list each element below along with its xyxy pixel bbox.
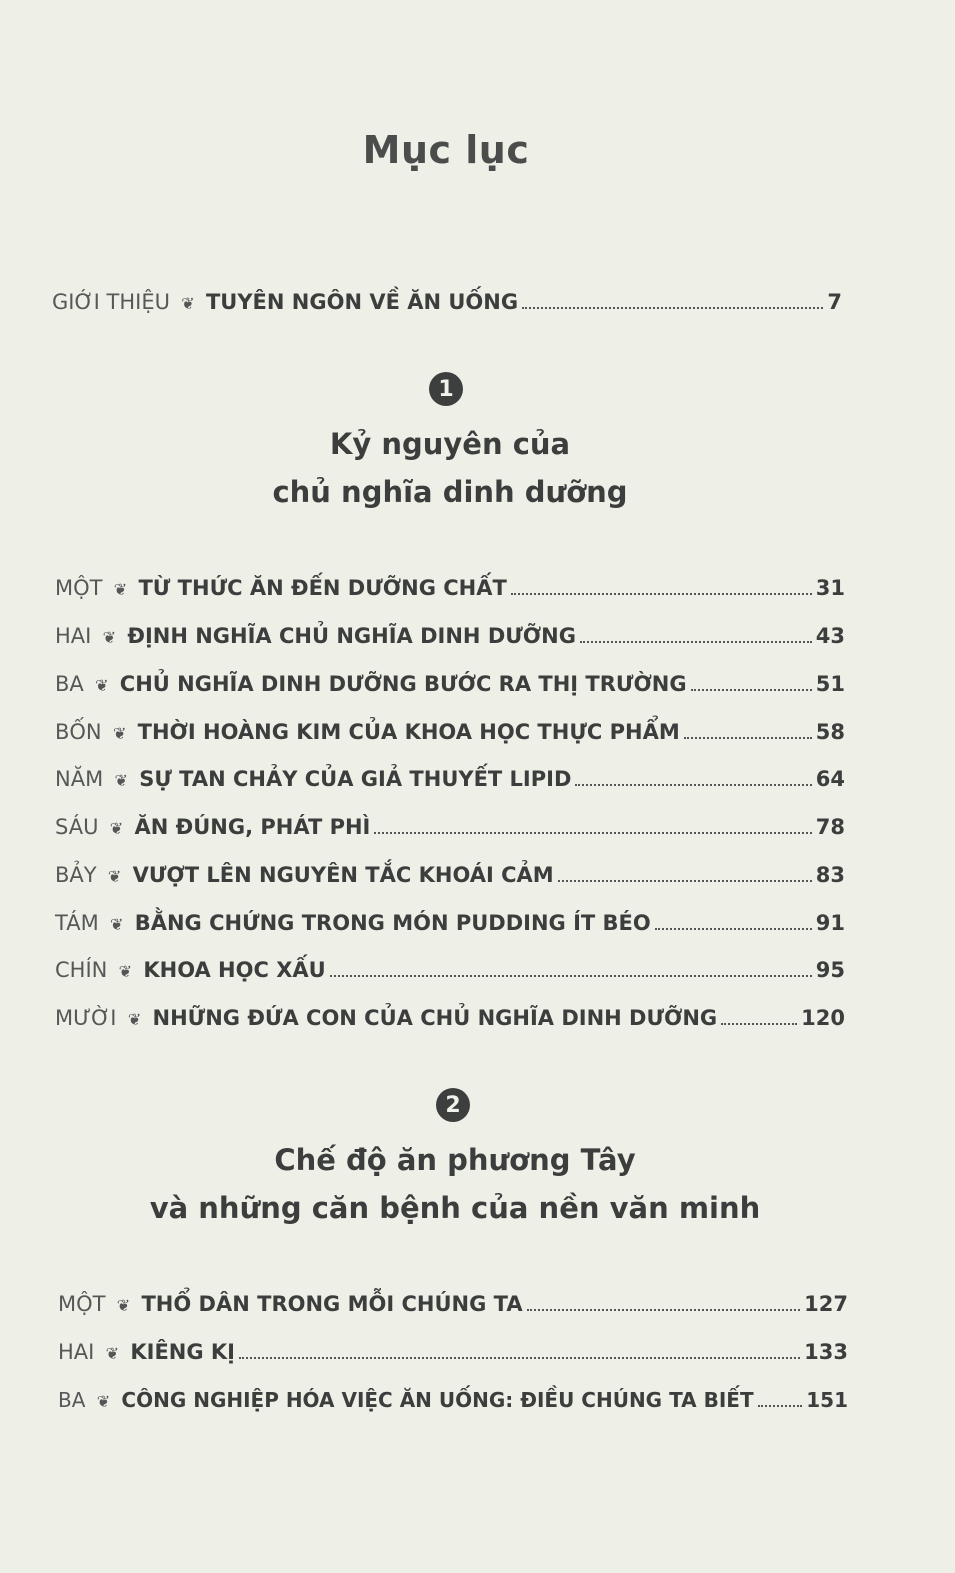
chapter-title: BẰNG CHỨNG TRONG MÓN PUDDING ÍT BÉO bbox=[134, 911, 651, 935]
leaf-icon: ❦ bbox=[112, 724, 127, 743]
leaf-icon: ❦ bbox=[102, 628, 117, 647]
toc-entry[interactable] bbox=[55, 911, 845, 935]
chapter-label: BA bbox=[58, 1388, 86, 1412]
leader-dots bbox=[580, 641, 812, 643]
part-title bbox=[0, 420, 900, 516]
part-title-line: Kỷ nguyên của bbox=[329, 427, 571, 461]
chapter-title: SỰ TAN CHẢY CỦA GIẢ THUYẾT LIPID bbox=[139, 767, 572, 791]
part-title bbox=[5, 1136, 905, 1232]
page-number: 95 bbox=[815, 958, 845, 982]
leaf-icon: ❦ bbox=[96, 1392, 111, 1411]
page-number: 151 bbox=[806, 1388, 848, 1412]
chapter-label: BỐN bbox=[55, 720, 102, 744]
part-number-badge: 1 bbox=[429, 372, 463, 406]
part-title-line: chủ nghĩa dinh dưỡng bbox=[272, 475, 628, 509]
chapter-title: ĂN ĐÚNG, PHÁT PHÌ bbox=[134, 815, 371, 839]
toc-entry[interactable] bbox=[55, 1006, 845, 1030]
leader-dots bbox=[721, 1023, 797, 1025]
page-number: 31 bbox=[815, 576, 845, 600]
page-number: 58 bbox=[815, 720, 845, 744]
toc-entry-intro[interactable] bbox=[52, 290, 842, 314]
leader-dots bbox=[655, 928, 812, 930]
leaf-icon: ❦ bbox=[114, 771, 128, 790]
leaf-icon: ❦ bbox=[127, 1010, 142, 1029]
chapter-title: THỔ DÂN TRONG MỖI CHÚNG TA bbox=[141, 1292, 523, 1316]
chapter-label: HAI bbox=[58, 1340, 95, 1364]
leader-dots bbox=[522, 307, 823, 309]
chapter-label: BẢY bbox=[55, 863, 97, 887]
page-number: 43 bbox=[815, 624, 845, 648]
leaf-icon: ❦ bbox=[109, 819, 124, 838]
leader-dots bbox=[558, 880, 812, 882]
leaf-icon: ❦ bbox=[116, 1296, 131, 1315]
leaf-icon: ❦ bbox=[105, 1344, 120, 1363]
toc-entry[interactable] bbox=[55, 958, 845, 982]
leader-dots bbox=[758, 1405, 803, 1407]
part-number-badge: 2 bbox=[436, 1088, 470, 1122]
leader-dots bbox=[527, 1309, 801, 1311]
chapter-title: THỜI HOÀNG KIM CỦA KHOA HỌC THỰC PHẨM bbox=[137, 720, 680, 744]
chapter-title: VƯỢT LÊN NGUYÊN TẮC KHOÁI CẢM bbox=[132, 863, 554, 887]
page-number: 133 bbox=[804, 1340, 848, 1364]
chapter-title: TỪ THỨC ĂN ĐẾN DƯỠNG CHẤT bbox=[138, 576, 507, 600]
leader-dots bbox=[330, 975, 812, 977]
leader-dots bbox=[239, 1357, 800, 1359]
toc-entry[interactable] bbox=[55, 815, 845, 839]
leaf-icon: ❦ bbox=[95, 676, 109, 695]
page-number: 78 bbox=[815, 815, 845, 839]
chapter-title: ĐỊNH NGHĨA CHỦ NGHĨA DINH DƯỠNG bbox=[127, 624, 576, 648]
page-number: 51 bbox=[815, 672, 845, 696]
toc-entry[interactable] bbox=[55, 624, 845, 648]
page-number: 64 bbox=[815, 767, 845, 791]
leaf-icon: ❦ bbox=[107, 867, 122, 886]
leaf-icon: ❦ bbox=[113, 580, 128, 599]
page-title: Mục lục bbox=[362, 128, 530, 172]
chapter-title: TUYÊN NGÔN VỀ ĂN UỐNG bbox=[205, 290, 519, 314]
leader-dots bbox=[684, 737, 812, 739]
leaf-icon: ❦ bbox=[109, 915, 124, 934]
page-number: 127 bbox=[804, 1292, 848, 1316]
chapter-title: NHỮNG ĐỨA CON CỦA CHỦ NGHĨA DINH DƯỠNG bbox=[152, 1006, 718, 1030]
toc-entry[interactable] bbox=[55, 576, 845, 600]
part-title-line: và những căn bệnh của nền văn minh bbox=[149, 1191, 761, 1225]
chapter-label: HAI bbox=[55, 624, 92, 648]
page-number: 120 bbox=[801, 1006, 845, 1030]
chapter-label: MỘT bbox=[58, 1292, 106, 1316]
chapter-title: CÔNG NGHIỆP HÓA VIỆC ĂN UỐNG: ĐIỀU CHÚNG TA BIẾT bbox=[121, 1388, 754, 1412]
chapter-label: SÁU bbox=[55, 815, 99, 839]
part-title-line: Chế độ ăn phương Tây bbox=[274, 1143, 636, 1177]
leader-dots bbox=[511, 593, 812, 595]
chapter-label: NĂM bbox=[55, 767, 104, 791]
toc-entry[interactable] bbox=[55, 863, 845, 887]
chapter-label: BA bbox=[55, 672, 84, 696]
toc-entry[interactable] bbox=[55, 672, 845, 696]
chapter-label: CHÍN bbox=[55, 958, 108, 982]
page-number: 91 bbox=[815, 911, 845, 935]
chapter-label: GIỚI THIỆU bbox=[52, 290, 170, 314]
toc-entry[interactable] bbox=[58, 1292, 848, 1316]
leader-dots bbox=[575, 784, 811, 786]
page-number: 7 bbox=[827, 290, 842, 314]
chapter-label: TÁM bbox=[55, 911, 99, 935]
toc-entry[interactable] bbox=[55, 767, 845, 791]
page-number: 83 bbox=[815, 863, 845, 887]
leader-dots bbox=[374, 832, 811, 834]
toc-entry[interactable] bbox=[55, 720, 845, 744]
chapter-label: MƯỜI bbox=[55, 1006, 117, 1030]
toc-entry[interactable] bbox=[58, 1340, 848, 1364]
toc-entry[interactable] bbox=[58, 1388, 848, 1412]
leader-dots bbox=[691, 689, 812, 691]
leaf-icon: ❦ bbox=[181, 294, 195, 313]
chapter-title: CHỦ NGHĨA DINH DƯỠNG BƯỚC RA THỊ TRƯỜNG bbox=[119, 672, 687, 696]
chapter-label: MỘT bbox=[55, 576, 103, 600]
leaf-icon: ❦ bbox=[118, 962, 133, 981]
chapter-title: KHOA HỌC XẤU bbox=[143, 958, 326, 982]
chapter-title: KIÊNG KỊ bbox=[130, 1340, 236, 1364]
